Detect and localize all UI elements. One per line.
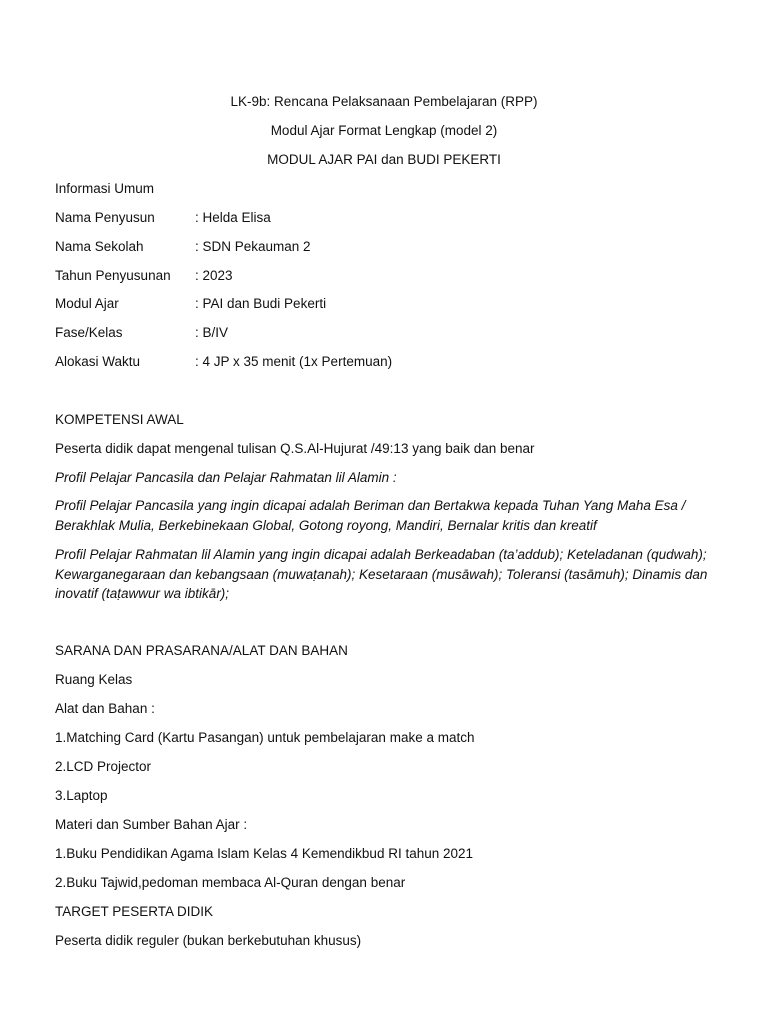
info-value: : 4 JP x 35 menit (1x Pertemuan) xyxy=(195,354,393,369)
info-row xyxy=(55,352,392,372)
list-item: 3.Laptop xyxy=(55,788,108,803)
materi-heading: Materi dan Sumber Bahan Ajar : xyxy=(55,817,248,832)
info-row xyxy=(55,266,233,286)
kompetensi-text: Peserta didik dapat mengenal tulisan Q.S.Al-Hujurat /49:13 yang baik dan benar xyxy=(55,441,535,456)
doc-title-modul-pai: MODUL AJAR PAI dan BUDI PEKERTI xyxy=(267,152,501,167)
info-label: Nama Sekolah xyxy=(55,239,144,254)
info-value: : Helda Elisa xyxy=(195,210,271,225)
paragraph-line: Profil Pelajar Pancasila yang ingin dicapai adalah Beriman dan Bertakwa kepada Tuhan Yang Maha Esa / xyxy=(55,498,686,513)
doc-title-modul-format: Modul Ajar Format Lengkap (model 2) xyxy=(270,123,498,138)
profil-heading: Profil Pelajar Pancasila dan Pelajar Rahmatan lil Alamin : xyxy=(55,470,397,485)
list-item: 1.Buku Pendidikan Agama Islam Kelas 4 Kemendikbud RI tahun 2021 xyxy=(55,846,474,861)
profil-rahmatan-paragraph xyxy=(55,545,745,604)
profil-pancasila-paragraph xyxy=(55,496,745,535)
info-row xyxy=(55,294,326,314)
target-text: Peserta didik reguler (bukan berkebutuhan khusus) xyxy=(55,933,362,948)
doc-title-lk: LK-9b: Rencana Pelaksanaan Pembelajaran (RPP) xyxy=(230,94,538,109)
info-label: Alokasi Waktu xyxy=(55,354,141,369)
info-label: Nama Penyusun xyxy=(55,210,155,225)
info-label: Modul Ajar xyxy=(55,296,119,311)
paragraph-line: Profil Pelajar Rahmatan lil Alamin yang ingin dicapai adalah Berkeadaban (ta’addub); Keteladanan (qudwah); xyxy=(55,547,707,562)
info-value: : SDN Pekauman 2 xyxy=(195,239,311,254)
info-row xyxy=(55,323,228,343)
alat-heading: Alat dan Bahan : xyxy=(55,701,155,716)
ruang-kelas: Ruang Kelas xyxy=(55,672,133,687)
info-label: Fase/Kelas xyxy=(55,325,123,340)
info-row xyxy=(55,237,311,257)
list-item: 2.LCD Projector xyxy=(55,759,152,774)
section-heading-sarana: SARANA DAN PRASARANA/ALAT DAN BAHAN xyxy=(55,643,348,658)
section-heading-target: TARGET PESERTA DIDIK xyxy=(55,904,214,919)
info-value: : PAI dan Budi Pekerti xyxy=(195,296,327,311)
list-item: 1.Matching Card (Kartu Pasangan) untuk pembelajaran make a match xyxy=(55,730,475,745)
info-row xyxy=(55,208,271,228)
paragraph-line: Kewarganegaraan dan kebangsaan (muwaṭanah); Kesetaraan (musāwah); Toleransi (tasāmuh); Dinamis dan xyxy=(55,566,708,582)
paragraph-line: inovatif (taṭawwur wa ibtikār); xyxy=(55,586,230,602)
info-label: Tahun Penyusunan xyxy=(55,268,171,283)
list-item: 2.Buku Tajwid,pedoman membaca Al-Quran dengan benar xyxy=(55,875,406,890)
info-value: : 2023 xyxy=(195,268,233,283)
info-value: : B/IV xyxy=(195,325,229,340)
section-heading-kompetensi: KOMPETENSI AWAL xyxy=(55,412,184,427)
paragraph-line: Berakhlak Mulia, Berkebinekaan Global, Gotong royong, Mandiri, Bernalar kritis dan kreatif xyxy=(55,517,597,533)
info-heading: Informasi Umum xyxy=(55,181,155,196)
